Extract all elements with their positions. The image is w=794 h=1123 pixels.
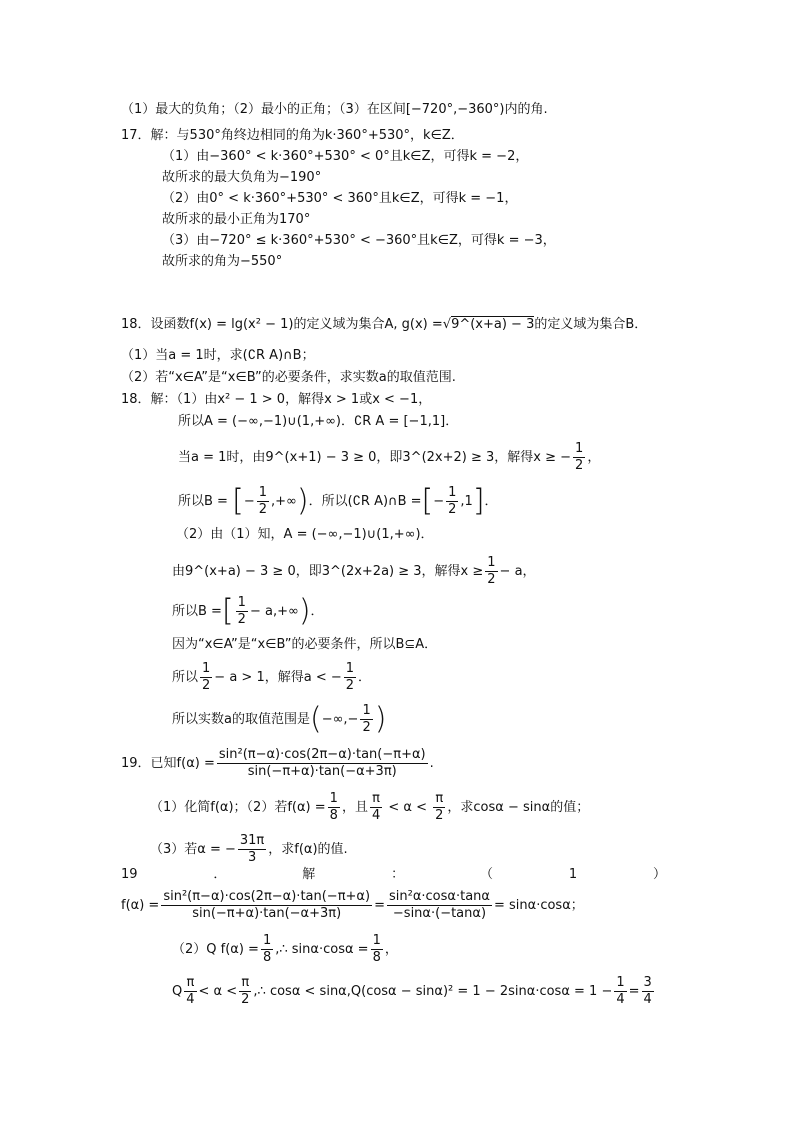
bracket-left: [ [232, 483, 244, 519]
fraction-one-half: $\frac{1}{2}$ [362, 703, 371, 735]
problem19-parts12: （1）化简f(α)；（2）若f(α) = $\frac{1}{8}$ ，且 $\frac{\pi}{4}$ < α < $\frac{\pi}{2}$ ，求cosα − sinα的值； [150, 791, 590, 823]
problem18-part2: （2）若“x∈A”是“x∈B”的必要条件，求实数a的取值范围. [121, 370, 456, 385]
problem18-part1: （1）当a = 1时，求(∁R A)∩B； [121, 348, 315, 363]
fraction-one-half: $\frac{1}{2}$ [487, 555, 496, 587]
solution18-setB-label: 所以B = [178, 494, 228, 509]
solution18-heading: 18．解：（1）由x² − 1 > 0，解得x > 1或x < −1， [121, 392, 432, 407]
fraction-pi-over-2: $\frac{\pi}{2}$ [241, 975, 250, 1007]
solution19-part2-continued: Q $\frac{\pi}{4}$ < α < $\frac{\pi}{2}$ ,∴ cosα < sinα,Q(cosα − sinα)² = 1 − 2sinα·cosα = 1 − $\frac{1}{4}$ = $\frac{3}{4}$ [172, 975, 652, 1007]
fraction-one-half: $\frac{1}{2}$ [345, 661, 355, 693]
solution17-heading: 17．解：与530°角终边相同的角为k·360°+530°，k∈Z． [121, 128, 464, 143]
fraction-pi-over-4: $\frac{\pi}{4}$ [371, 791, 381, 823]
solution19-part2: （2）Q f(α) = $\frac{1}{8}$ ,∴ sinα·cosα = $\frac{1}{8}$ ， [172, 933, 398, 965]
solution19-heading: 19 ． 解 ： （ 1 ） [121, 867, 666, 882]
problem18-prefix: 18．设函数 [121, 317, 190, 332]
problem19-fraction: $\frac{\text{sin²(π−α)·cos(2π−α)·tan(−π+α)}}{\sin(-\pi+\alpha)\cdot\tan(-\alpha+3\pi)}$ [218, 747, 426, 779]
paren-right: ) [296, 483, 309, 519]
solution19-fraction-original: $\frac{\text{sin²(π−α)·cos(2π−α)·tan(−π+α)}}{\sin(-\pi+\alpha)\cdot\tan(-\alpha+3\pi)}$ [163, 889, 371, 921]
fraction-pi-over-2: $\frac{\pi}{2}$ [435, 791, 444, 823]
fraction-one-half: $\frac{1}{2}$ [448, 485, 457, 517]
solution18-part2-setB: 所以B =[ $\frac{1}{2}$ − a,+∞)． [172, 593, 324, 629]
problem18-end: 的定义域为集合B． [534, 317, 648, 332]
solution18-necessary: 因为“x∈A”是“x∈B”的必要条件，所以B⊆A． [172, 637, 438, 652]
problem18-f-def: f(x) = lg(x² − 1) [189, 317, 294, 332]
solution19-part1: f(α) = $\frac{\text{sin²(π−α)·cos(2π−α)·tan(−π+α)}}{\sin(-\pi+\alpha)\cdot\tan(-\alpha+3\pi)}$ = $\frac{\text{sin²α·cosα·tanα}}{-\sin\alpha\cdot(-\tan\alpha)}$ = sinα·cosα； [121, 889, 584, 921]
problem16-parts: （1）最大的负角；（2）最小的正角；（3）在区间[−720°,−360°)内的角. [121, 102, 548, 117]
fraction-one-half: $\frac{1}{2}$ [202, 661, 211, 693]
fraction-three-quarters: $\frac{3}{4}$ [643, 975, 652, 1007]
solution17-step3: （3）由−720° ≤ k·360°+530° < −360°且k∈Z，可得k = −3， [162, 233, 556, 248]
problem18-mid: 的定义域为集合 [293, 317, 385, 332]
fraction-one-eighth: $\frac{1}{8}$ [262, 933, 272, 965]
solution18-set-B: 所以B = [− $\frac{1}{2}$ ,+∞)．所以(∁R A)∩B =[− $\frac{1}{2}$ ,1]． [178, 483, 498, 519]
fraction-one-eighth: $\frac{1}{8}$ [372, 933, 381, 965]
fraction-31pi-over-3: $\frac{31\pi}{3}$ [239, 833, 265, 865]
solution17-result2: 故所求的最小正角为170° [162, 212, 311, 227]
solution18-part2-start: （2）由（1）知，A = (−∞,−1)∪(1,+∞)． [176, 527, 434, 542]
solution18-part2-ineq: 由9^(x+a) − 3 ≥ 0，即3^(2x+2a) ≥ 3，解得x ≥ $\frac{1}{2}$ − a， [172, 555, 536, 587]
solution18-case-a1-text: 当a = 1时，由9^(x+1) − 3 ≥ 0，即3^(2x+2) ≥ 3，解得x ≥ − [178, 450, 572, 465]
solution18-answer: 所以实数a的取值范围是(−∞,− $\frac{1}{2}$ ) [172, 701, 387, 737]
solution17-step1: （1）由−360° < k·360°+530° < 0°且k∈Z，可得k = −2， [162, 149, 529, 164]
problem19-part3: （3）若α = − $\frac{31\pi}{3}$ ，求f(α)的值. [150, 833, 348, 865]
fraction-one-half: $\frac{1}{2}$ [258, 485, 267, 517]
sqrt-sign: √ [442, 317, 452, 332]
solution18-case-a1: 当a = 1时，由9^(x+1) − 3 ≥ 0，即3^(2x+2) ≥ 3，解得x ≥ − $\frac{1}{2}$ ， [178, 441, 601, 473]
solution17-step2: （2）由0° < k·360°+530° < 360°且k∈Z，可得k = −1， [162, 191, 518, 206]
solution17-result3: 故所求的角为−550° [162, 254, 283, 269]
fraction-pi-over-4: $\frac{\pi}{4}$ [186, 975, 195, 1007]
problem19-statement: 19．已知f(α) = $\frac{\text{sin²(π−α)·cos(2π−α)·tan(−π+α)}}{\sin(-\pi+\alpha)\cdot\tan(-\alpha+3\pi)}$ . [121, 747, 434, 779]
problem18-statement [121, 316, 647, 334]
solution18-set-A: 所以A = (−∞,−1)∪(1,+∞)．∁R A = [−1,1]． [178, 414, 459, 429]
solution18-intersection-label: ．所以(∁R A)∩B = [308, 494, 422, 509]
solution17-result1: 故所求的最大负角为−190° [162, 170, 322, 185]
solution19-fraction-simplified: $\frac{\text{sin²α·cosα·tanα}}{-\sin\alpha\cdot(-\tan\alpha)}$ [388, 889, 490, 921]
fraction-one-half: $\frac{1}{2}$ [237, 595, 246, 627]
fraction-one-quarter: $\frac{1}{4}$ [616, 975, 625, 1007]
problem18-radicand: 9^(x+a) − 3 [451, 317, 535, 332]
solution18-inequality: 所以 $\frac{1}{2}$ − a > 1，解得a < − $\frac{1}{2}$ ． [172, 661, 372, 693]
problem18-g-def: A, g(x) = [384, 317, 443, 332]
fraction-one-eighth: $\frac{1}{8}$ [329, 791, 338, 823]
fraction-one-half: $\frac{1}{2}$ [575, 441, 584, 473]
